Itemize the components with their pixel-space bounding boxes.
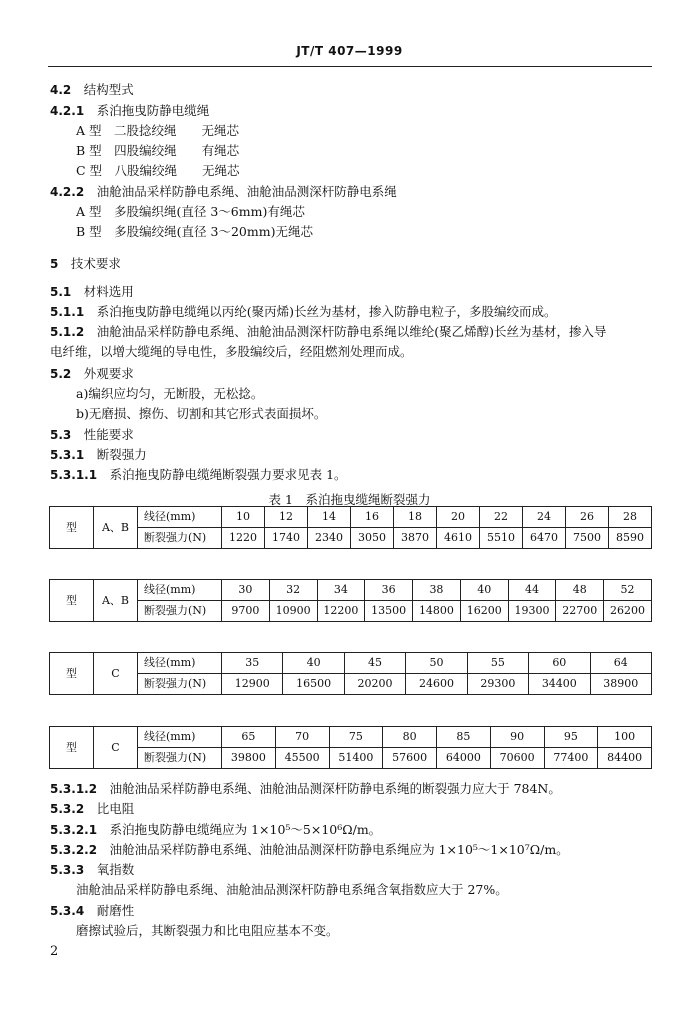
strength-label-cell: 断裂强力(N)	[138, 528, 222, 549]
strength-cell: 39800	[222, 748, 276, 769]
strength-table	[49, 579, 652, 622]
text-line	[50, 324, 606, 340]
clause-number: 5.1.2	[50, 325, 85, 339]
strength-cell: 2340	[308, 528, 351, 549]
strength-row	[50, 528, 652, 549]
strength-row	[50, 748, 652, 769]
strength-table	[49, 726, 652, 769]
diameter-cell: 52	[604, 580, 652, 601]
clause-number: 5.3.2.1	[50, 823, 98, 837]
clause-number: 5.1.1	[50, 305, 85, 319]
clause-number: 5.3.1	[50, 448, 85, 462]
text-line	[50, 447, 147, 463]
diameter-cell: 28	[609, 507, 652, 528]
clause-text: 技术要求	[70, 256, 121, 271]
diameter-row	[50, 653, 652, 674]
page-number: 2	[50, 944, 59, 959]
strength-cell: 19300	[508, 601, 556, 622]
strength-cell: 12200	[317, 601, 365, 622]
strength-cell: 51400	[329, 748, 383, 769]
clause-text: 系泊拖曳防静电缆绳以丙纶(聚丙烯)长丝为基材，掺入防静电粒子，多股编绞而成。	[96, 304, 557, 319]
diameter-cell: 20	[437, 507, 480, 528]
strength-label-cell: 断裂强力(N)	[138, 601, 222, 622]
diameter-cell: 48	[556, 580, 604, 601]
clause-number: 5.3.4	[50, 904, 85, 918]
diameter-cell: 40	[283, 653, 344, 674]
clause-text: a)编织应均匀，无断股，无松捻。	[76, 386, 264, 401]
type-label-cell: 型	[50, 580, 94, 622]
diameter-row	[50, 580, 652, 601]
strength-cell: 29300	[467, 674, 528, 695]
diameter-cell: 70	[275, 727, 329, 748]
diameter-row	[50, 507, 652, 528]
strength-cell: 9700	[222, 601, 270, 622]
clause-text: B 型 四股编绞绳 有绳芯	[76, 143, 240, 158]
diameter-cell: 100	[598, 727, 652, 748]
text-line	[50, 304, 556, 320]
type-value-cell: A、B	[94, 507, 138, 549]
clause-number: 5.3.3	[50, 863, 85, 877]
clause-text: 油舱油品采样防静电系绳、油舱油品测深杆防静电系绳	[96, 184, 397, 199]
strength-cell: 14800	[413, 601, 461, 622]
diameter-cell: 32	[269, 580, 317, 601]
clause-text: 油舱油品采样防静电系绳、油舱油品测深杆防静电系绳含氧指数应大于 27%。	[76, 882, 508, 897]
clause-text: C 型 八股编绞绳 无绳芯	[76, 163, 240, 178]
diameter-cell: 38	[413, 580, 461, 601]
clause-number: 5.3.2	[50, 802, 85, 816]
clause-text: 磨擦试验后，其断裂强力和比电阻应基本不变。	[76, 923, 339, 938]
text-line	[50, 862, 134, 878]
text-line	[76, 163, 240, 179]
type-label-cell: 型	[50, 507, 94, 549]
strength-cell: 7500	[566, 528, 609, 549]
diameter-label-cell: 线径(mm)	[138, 580, 222, 601]
text-line	[76, 224, 313, 240]
text-line	[50, 103, 209, 119]
diameter-cell: 35	[222, 653, 283, 674]
document-code: JT/T 407—1999	[296, 44, 403, 58]
diameter-cell: 60	[529, 653, 590, 674]
strength-cell: 3870	[394, 528, 437, 549]
diameter-cell: 22	[480, 507, 523, 528]
diameter-cell: 36	[365, 580, 413, 601]
text-line	[76, 123, 239, 139]
strength-cell: 84400	[598, 748, 652, 769]
strength-cell: 1740	[265, 528, 308, 549]
diameter-cell: 14	[308, 507, 351, 528]
strength-cell: 24600	[406, 674, 467, 695]
diameter-cell: 44	[508, 580, 556, 601]
clause-number: 4.2.1	[50, 104, 85, 118]
diameter-cell: 75	[329, 727, 383, 748]
text-line	[76, 204, 305, 220]
strength-cell: 1220	[222, 528, 265, 549]
clause-number: 4.2.2	[50, 185, 85, 199]
clause-text: A 型 二股捻绞绳 无绳芯	[76, 123, 240, 138]
text-line	[50, 801, 134, 817]
strength-cell: 57600	[383, 748, 437, 769]
clause-text: B 型 多股编绞绳(直径 3～20mm)无绳芯	[76, 224, 313, 239]
clause-text: 电纤维，以增大缆绳的导电性，多股编绞后，经阻燃剂处理而成。	[50, 344, 413, 359]
strength-cell: 70600	[490, 748, 544, 769]
clause-text: 系泊拖曳防静电缆绳断裂强力要求见表 1。	[109, 467, 347, 482]
diameter-cell: 45	[344, 653, 405, 674]
diameter-cell: 16	[351, 507, 394, 528]
strength-cell: 12900	[222, 674, 283, 695]
text-line	[50, 184, 397, 200]
clause-text: A 型 多股编织绳(直径 3～6mm)有绳芯	[76, 204, 305, 219]
diameter-row	[50, 727, 652, 748]
strength-cell: 34400	[529, 674, 590, 695]
strength-label-cell: 断裂强力(N)	[138, 748, 222, 769]
diameter-cell: 34	[317, 580, 365, 601]
diameter-cell: 50	[406, 653, 467, 674]
text-line	[50, 284, 134, 300]
diameter-cell: 80	[383, 727, 437, 748]
type-label-cell: 型	[50, 653, 94, 695]
text-line	[50, 467, 347, 483]
strength-row	[50, 674, 652, 695]
clause-text: 比电阻	[96, 801, 135, 816]
strength-cell: 38900	[590, 674, 651, 695]
clause-text: 系泊拖曳防静电缆绳	[96, 103, 210, 118]
diameter-label-cell: 线径(mm)	[138, 507, 222, 528]
text-line	[50, 82, 134, 98]
strength-cell: 8590	[609, 528, 652, 549]
strength-label-cell: 断裂强力(N)	[138, 674, 222, 695]
clause-number: 4.2	[50, 83, 72, 97]
header-rule	[48, 66, 652, 67]
clause-text: 氧指数	[96, 862, 135, 877]
diameter-cell: 12	[265, 507, 308, 528]
diameter-cell: 18	[394, 507, 437, 528]
diameter-label-cell: 线径(mm)	[138, 727, 222, 748]
text-line	[50, 903, 134, 919]
text-line	[50, 842, 569, 858]
clause-text: 油舱油品采样防静电系绳、油舱油品测深杆防静电系绳以维纶(聚乙烯醇)长丝为基材，掺入导	[96, 324, 607, 339]
clause-text: 外观要求	[83, 366, 134, 381]
clause-number: 5.3.1.1	[50, 468, 98, 482]
strength-cell: 64000	[437, 748, 491, 769]
strength-cell: 20200	[344, 674, 405, 695]
diameter-cell: 55	[467, 653, 528, 674]
text-line	[50, 344, 413, 360]
strength-cell: 26200	[604, 601, 652, 622]
text-line	[50, 781, 561, 797]
type-value-cell: C	[94, 727, 138, 769]
clause-text: 油舱油品采样防静电系绳、油舱油品测深杆防静电系绳应为 1×10⁵～1×10⁷Ω/m。	[109, 842, 569, 857]
clause-number: 5.3.2.2	[50, 843, 98, 857]
diameter-cell: 30	[222, 580, 270, 601]
type-value-cell: A、B	[94, 580, 138, 622]
clause-text: b)无磨损、擦伤、切割和其它形式表面损坏。	[76, 406, 327, 421]
text-line	[50, 256, 121, 272]
diameter-label-cell: 线径(mm)	[138, 653, 222, 674]
strength-cell: 4610	[437, 528, 480, 549]
text-line	[76, 386, 263, 402]
strength-cell: 77400	[544, 748, 598, 769]
type-label-cell: 型	[50, 727, 94, 769]
strength-cell: 13500	[365, 601, 413, 622]
diameter-cell: 64	[590, 653, 651, 674]
strength-cell: 45500	[275, 748, 329, 769]
strength-cell: 3050	[351, 528, 394, 549]
diameter-cell: 10	[222, 507, 265, 528]
clause-text: 系泊拖曳防静电缆绳应为 1×10⁵～5×10⁶Ω/m。	[109, 822, 382, 837]
diameter-cell: 65	[222, 727, 276, 748]
diameter-cell: 85	[437, 727, 491, 748]
diameter-cell: 40	[460, 580, 508, 601]
strength-cell: 5510	[480, 528, 523, 549]
clause-text: 油舱油品采样防静电系绳、油舱油品测深杆防静电系绳的断裂强力应大于 784N。	[109, 781, 561, 796]
text-line	[50, 366, 134, 382]
table-caption: 表 1 系泊拖曳缆绳断裂强力	[268, 492, 431, 507]
clause-number: 5.3	[50, 428, 72, 442]
clause-text: 断裂强力	[96, 447, 147, 462]
strength-table	[49, 652, 652, 695]
text-line	[50, 427, 134, 443]
text-line	[76, 882, 508, 898]
clause-text: 材料选用	[83, 284, 134, 299]
clause-number: 5	[50, 257, 59, 271]
strength-cell: 16200	[460, 601, 508, 622]
strength-cell: 10900	[269, 601, 317, 622]
clause-text: 耐磨性	[96, 903, 135, 918]
clause-text: 结构型式	[83, 82, 134, 97]
diameter-cell: 90	[490, 727, 544, 748]
clause-number: 5.3.1.2	[50, 782, 98, 796]
diameter-cell: 95	[544, 727, 598, 748]
strength-row	[50, 601, 652, 622]
strength-table	[49, 506, 652, 549]
clause-text: 性能要求	[83, 427, 134, 442]
type-value-cell: C	[94, 653, 138, 695]
diameter-cell: 26	[566, 507, 609, 528]
clause-number: 5.1	[50, 285, 72, 299]
diameter-cell: 24	[523, 507, 566, 528]
text-line	[76, 923, 339, 939]
clause-number: 5.2	[50, 367, 72, 381]
text-line	[50, 822, 381, 838]
text-line	[76, 406, 326, 422]
text-line	[76, 143, 239, 159]
strength-cell: 22700	[556, 601, 604, 622]
strength-cell: 16500	[283, 674, 344, 695]
strength-cell: 6470	[523, 528, 566, 549]
